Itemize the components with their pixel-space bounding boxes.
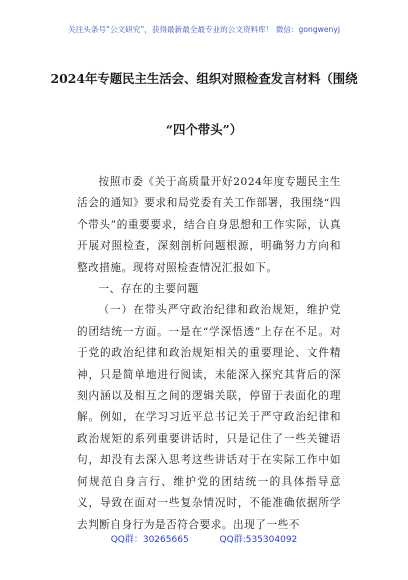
document-title-line-1: 2024年专题民主生活会、组织对照检查发言材料（围绕	[50, 71, 358, 86]
section-heading: 一、存在的主要问题	[98, 283, 199, 296]
body-paragraph: （一）在带头严守政治纪律和政治规矩，维护党的团结统一方面。一是在“学深悟透”上存在不足。对于党的政治纪律和政治规矩相关的重要理论、文件精神，只是简单地进行阅读，未能深入探究其背后的深刻内涵以及相互之间的逻辑关联，停留于表面化的理解。例如，在学习习近平总书记关于严守政治纪律和政治规矩的系列重要讲话时，只是记住了一些关键语句，却没有去深入思考这些讲话对于在实际工作中如何规范自身言行、维护党的团结统一的具体指导意义，导致在面对一些复杂情况时，不能准确依据所学去判断自身行为是否符合要求。出现了一些不	[77, 304, 341, 531]
qq-group-1: QQ群：30265665	[110, 535, 189, 545]
qq-group-2: QQ群:535304092	[219, 535, 298, 545]
promo-banner: 关注头条号“公文研究”，获得最新最全最专业的公文资料库！ 微信：gongwenyj	[68, 25, 340, 34]
document-body	[77, 172, 341, 536]
footer	[0, 532, 408, 545]
intro-paragraph: 按照市委《关于高质量开好2024年度专题民主生活会的通知》要求和局党委有关工作部署，我围绕“四个带头”的重要要求，结合自身思想和工作实际，认真开展对照检查，深刻剖析问题根源，明确努力方向和整改措施。现将对照检查情况汇报如下。	[77, 176, 341, 274]
document-title-line-2: “四个带头”）	[165, 122, 243, 137]
